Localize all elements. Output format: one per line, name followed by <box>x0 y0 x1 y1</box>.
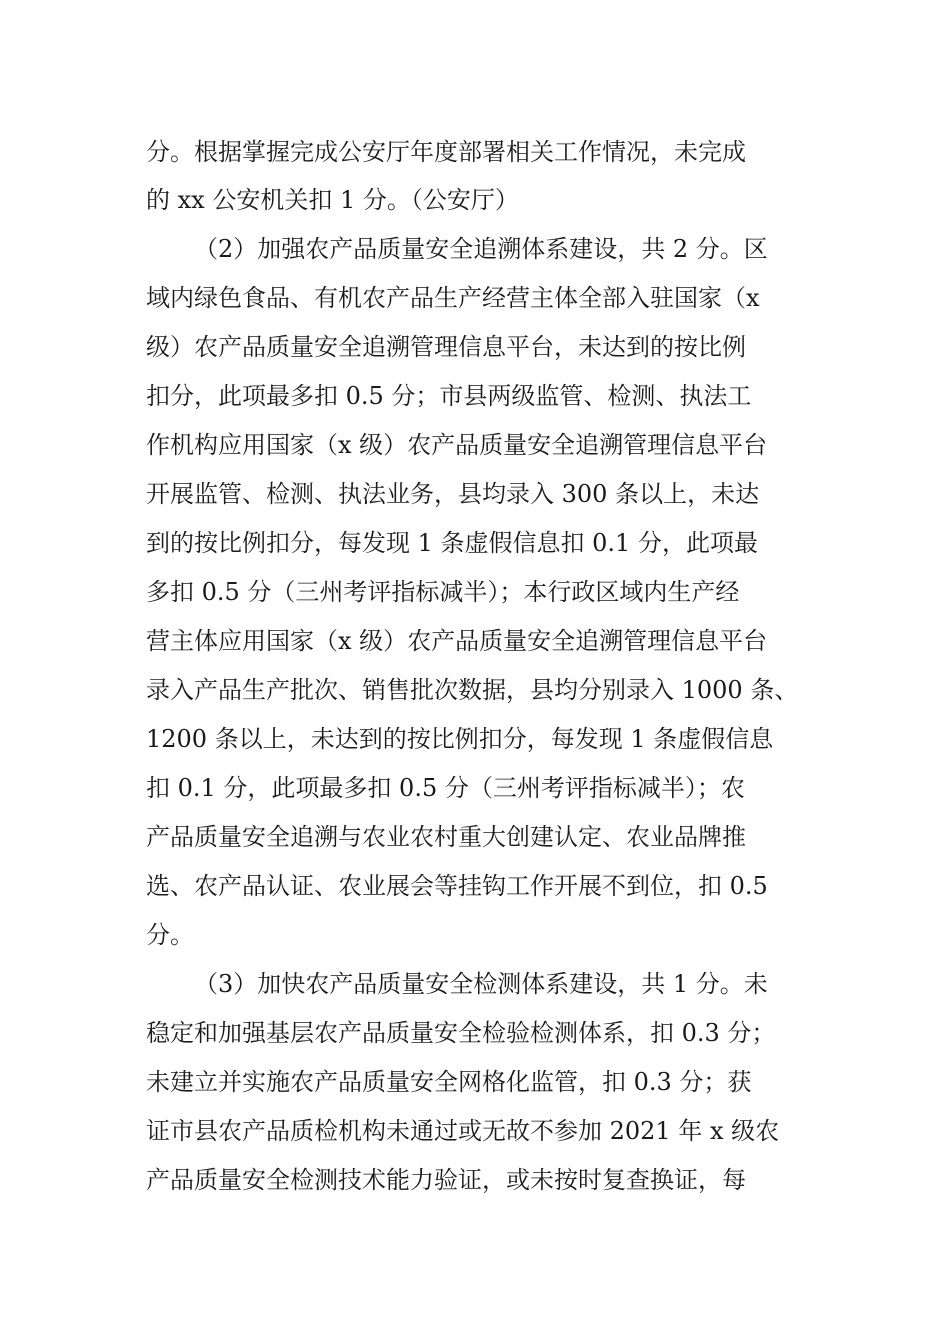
text-line: 产品质量安全检测技术能力验证，或未按时复查换证，每 <box>146 1166 746 1194</box>
text-line: 证市县农产品质检机构未通过或无故不参加 2021 年 x 级农 <box>146 1117 780 1145</box>
text-line: 的 xx 公安机关扣 1 分。（公安厅） <box>146 186 519 214</box>
text-line: 选、农产品认证、农业展会等挂钩工作开展不到位，扣 0.5 <box>146 872 768 900</box>
text-line: （2）加强农产品质量安全追溯体系建设，共 2 分。区 <box>194 235 768 263</box>
text-line: 录入产品生产批次、销售批次数据，县均分别录入 1000 条、 <box>146 676 799 704</box>
text-line: 扣 0.1 分，此项最多扣 0.5 分（三州考评指标减半）；农 <box>146 774 745 802</box>
text-line: 分。根据掌握完成公安厅年度部署相关工作情况，未完成 <box>146 138 746 166</box>
text-line: 稳定和加强基层农产品质量安全检验检测体系，扣 0.3 分； <box>146 1019 776 1047</box>
text-line: 多扣 0.5 分（三州考评指标减半）；本行政区域内生产经 <box>146 578 740 606</box>
text-line: 1200 条以上，未达到的按比例扣分，每发现 1 条虚假信息 <box>146 725 774 753</box>
text-line: 扣分，此项最多扣 0.5 分；市县两级监管、检测、执法工 <box>146 382 752 410</box>
text-line: （3）加快农产品质量安全检测体系建设，共 1 分。未 <box>194 970 768 998</box>
text-line: 分。 <box>146 921 194 949</box>
text-line: 产品质量安全追溯与农业农村重大创建认定、农业品牌推 <box>146 823 746 851</box>
text-line: 开展监管、检测、执法业务，县均录入 300 条以上，未达 <box>146 480 760 508</box>
text-line: 作机构应用国家（x 级）农产品质量安全追溯管理信息平台 <box>146 431 768 459</box>
text-line: 域内绿色食品、有机农产品生产经营主体全部入驻国家（x <box>146 284 760 312</box>
text-line: 级）农产品质量安全追溯管理信息平台，未达到的按比例 <box>146 333 746 361</box>
text-line: 未建立并实施农产品质量安全网格化监管，扣 0.3 分；获 <box>146 1068 752 1096</box>
text-line: 到的按比例扣分，每发现 1 条虚假信息扣 0.1 分，此项最 <box>146 529 758 557</box>
text-line: 营主体应用国家（x 级）农产品质量安全追溯管理信息平台 <box>146 627 768 655</box>
